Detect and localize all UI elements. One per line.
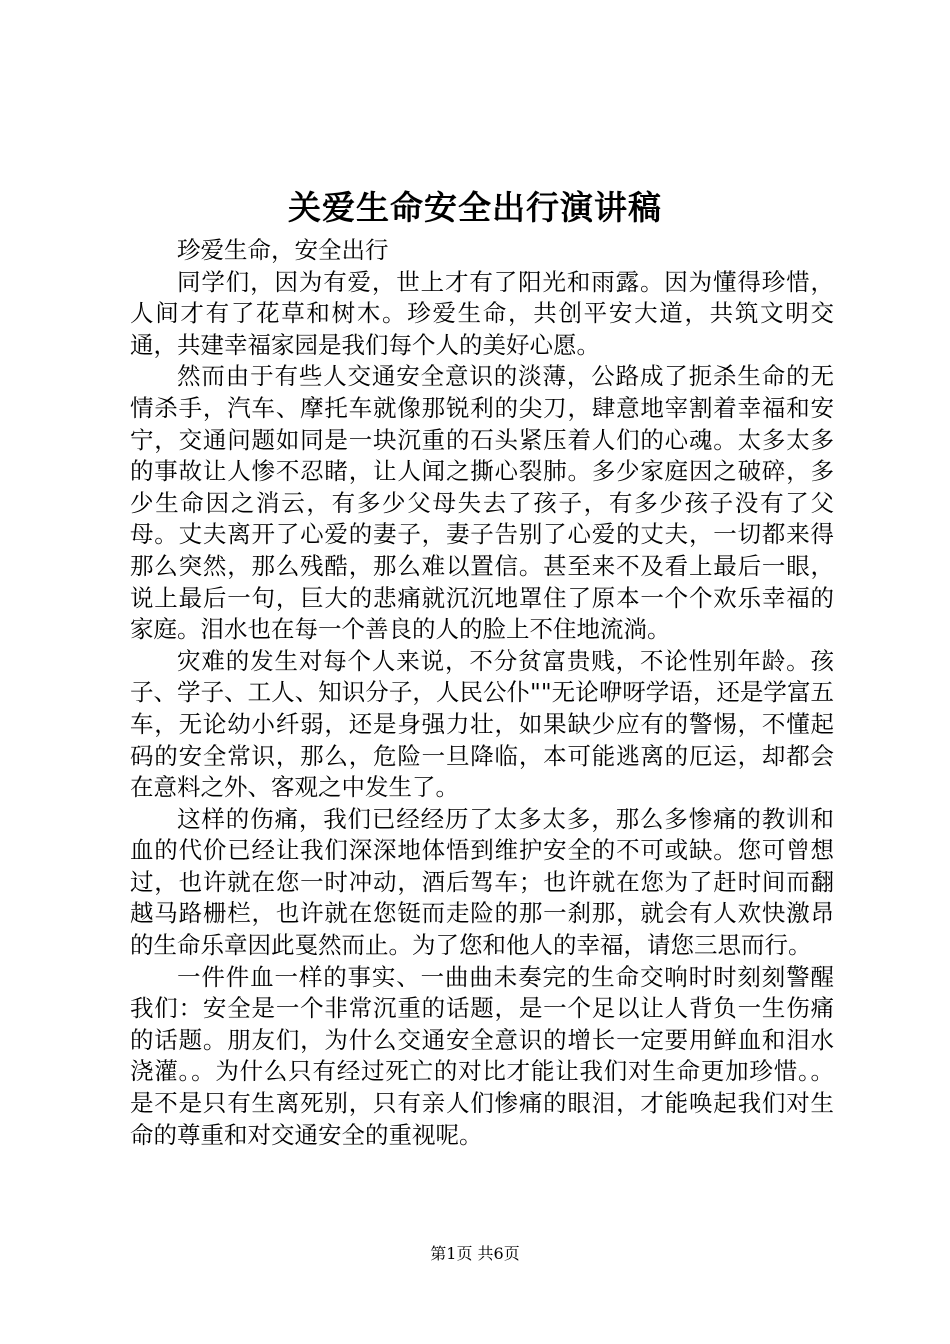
paragraph: 然而由于有些人交通安全意识的淡薄，公路成了扼杀生命的无情杀手，汽车、摩托车就像那锐利的尖刀，肆意地宰割着幸福和安宁，交通问题如同是一块沉重的石头紧压着人们的心魂。太多太多的事故让人惨不忍睹，让人闻之撕心裂肺。多少家庭因之破碎，多少生命因之消云，有多少父母失去了孩子，有多少孩子没有了父母。丈夫离开了心爱的妻子，妻子告别了心爱的丈夫，一切都来得那么突然，那么残酷，那么难以置信。甚至来不及看上最后一眼，说上最后一句，巨大的悲痛就沉沉地罩住了原本一个个欢乐幸福的家庭。泪水也在每一个善良的人的脸上不住地流淌。	[130, 362, 834, 644]
paragraph: 同学们，因为有爱，世上才有了阳光和雨露。因为懂得珍惜，人间才有了花草和树木。珍爱生命，共创平安大道，共筑文明交通，共建幸福家园是我们每个人的美好心愿。	[130, 267, 834, 359]
paragraph: 灾难的发生对每个人来说，不分贫富贵贱，不论性别年龄。孩子、学子、工人、知识分子，人民公仆""无论咿呀学语，还是学富五车，无论幼小纤弱，还是身强力壮，如果缺少应有的警惕，不懂起码的安全常识，那么，危险一旦降临，本可能逃离的厄运，却都会在意料之外、客观之中发生了。	[130, 646, 834, 802]
paragraph: 这样的伤痛，我们已经经历了太多太多，那么多惨痛的教训和血的代价已经让我们深深地体悟到维护安全的不可或缺。您可曾想过，也许就在您一时冲动，酒后驾车；也许就在您为了赶时间而翻越马路栅栏，也许就在您铤而走险的那一刹那，就会有人欢快激昂的生命乐章因此戛然而止。为了您和他人的幸福，请您三思而行。	[130, 804, 834, 960]
document-body	[130, 235, 834, 1151]
document-title: 关爱生命安全出行演讲稿	[288, 188, 662, 227]
page-footer: 第1页 共6页	[430, 1244, 520, 1263]
paragraph-subtitle: 珍爱生命，安全出行	[177, 236, 389, 264]
paragraph: 一件件血一样的事实、一曲曲未奏完的生命交响时时刻刻警醒我们：安全是一个非常沉重的话题，是一个足以让人背负一生伤痛的话题。朋友们，为什么交通安全意识的增长一定要用鲜血和泪水浇灌。。为什么只有经过死亡的对比才能让我们对生命更加珍惜。。是不是只有生离死别，只有亲人们惨痛的眼泪，才能唤起我们对生命的尊重和对交通安全的重视呢。	[130, 962, 834, 1149]
